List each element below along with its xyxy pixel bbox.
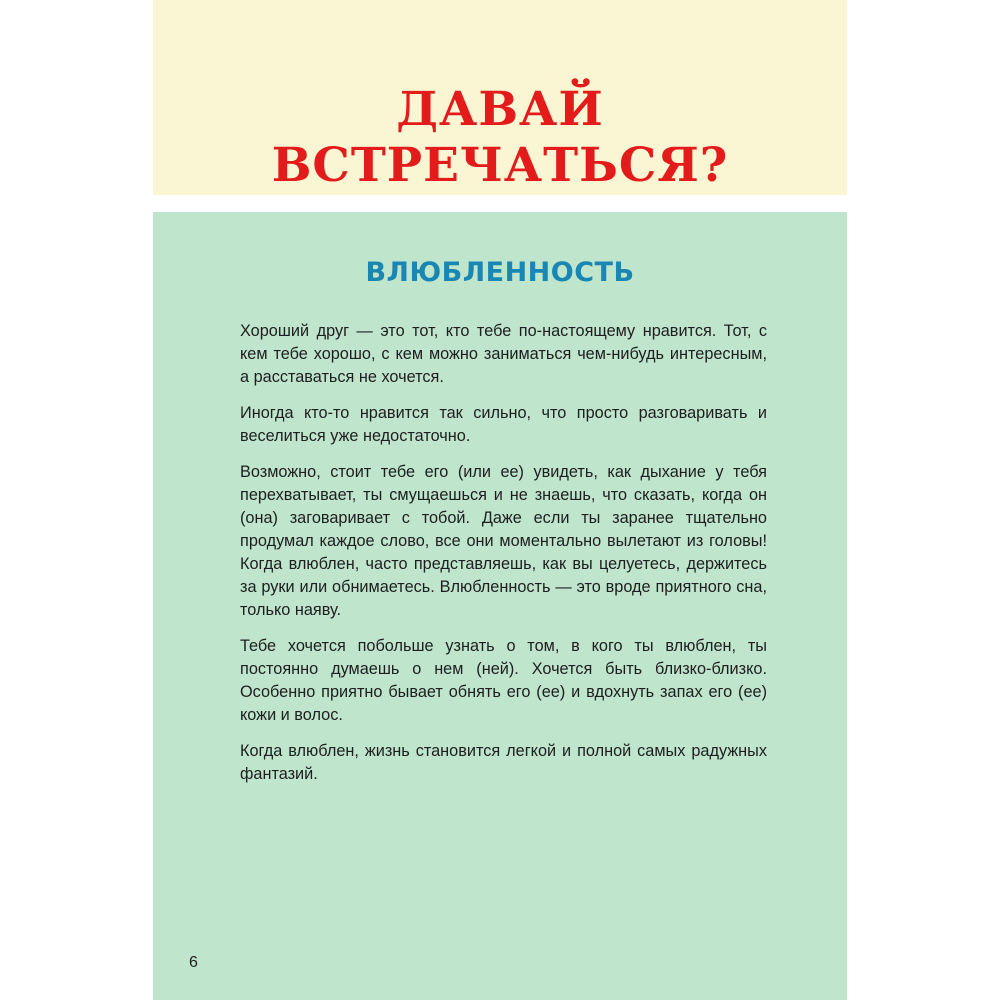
paragraph: Когда влюблен, жизнь становится легкой и полной самых радужных фантазий. xyxy=(240,742,767,783)
content-band xyxy=(153,212,847,1000)
page-title-line-2: ВСТРЕЧАТЬСЯ? xyxy=(271,138,729,193)
paragraph: Иногда кто-то нравится так сильно, что просто разговаривать и веселиться уже недостаточно. xyxy=(240,404,767,445)
page-number: 6 xyxy=(189,954,198,971)
page-title-line-1: ДАВАЙ xyxy=(396,82,604,137)
page-title xyxy=(153,82,847,194)
header-band xyxy=(153,0,847,195)
paragraph: Тебе хочется побольше узнать о том, в кого ты влюблен, ты постоянно думаешь о нем (ней). Хочется быть близко-близко. Особенно приятно бывает обнять его (ее) и вдохнуть запах его (ее) кожи и волос. xyxy=(240,637,767,724)
body-text xyxy=(240,320,767,799)
paragraph: Хороший друг — это тот, кто тебе по-настоящему нравится. Тот, с кем тебе хорошо, с кем можно заниматься чем-нибудь интересным, а расставаться не хочется. xyxy=(240,322,767,386)
section-title: ВЛЮБЛЕННОСТЬ xyxy=(365,257,635,288)
paragraph: Возможно, стоит тебе его (или ее) увидеть, как дыхание у тебя перехватывает, ты смущаешься и не знаешь, что сказать, когда он (она) заговаривает с тобой. Даже если ты заранее тщательно продумал каждое слово, все они моментально вылетают из головы! Когда влюблен, часто представляешь, как вы целуетесь, держитесь за руки или обнимаетесь. Влюбленность — это вроде приятного сна, только наяву. xyxy=(240,463,767,619)
